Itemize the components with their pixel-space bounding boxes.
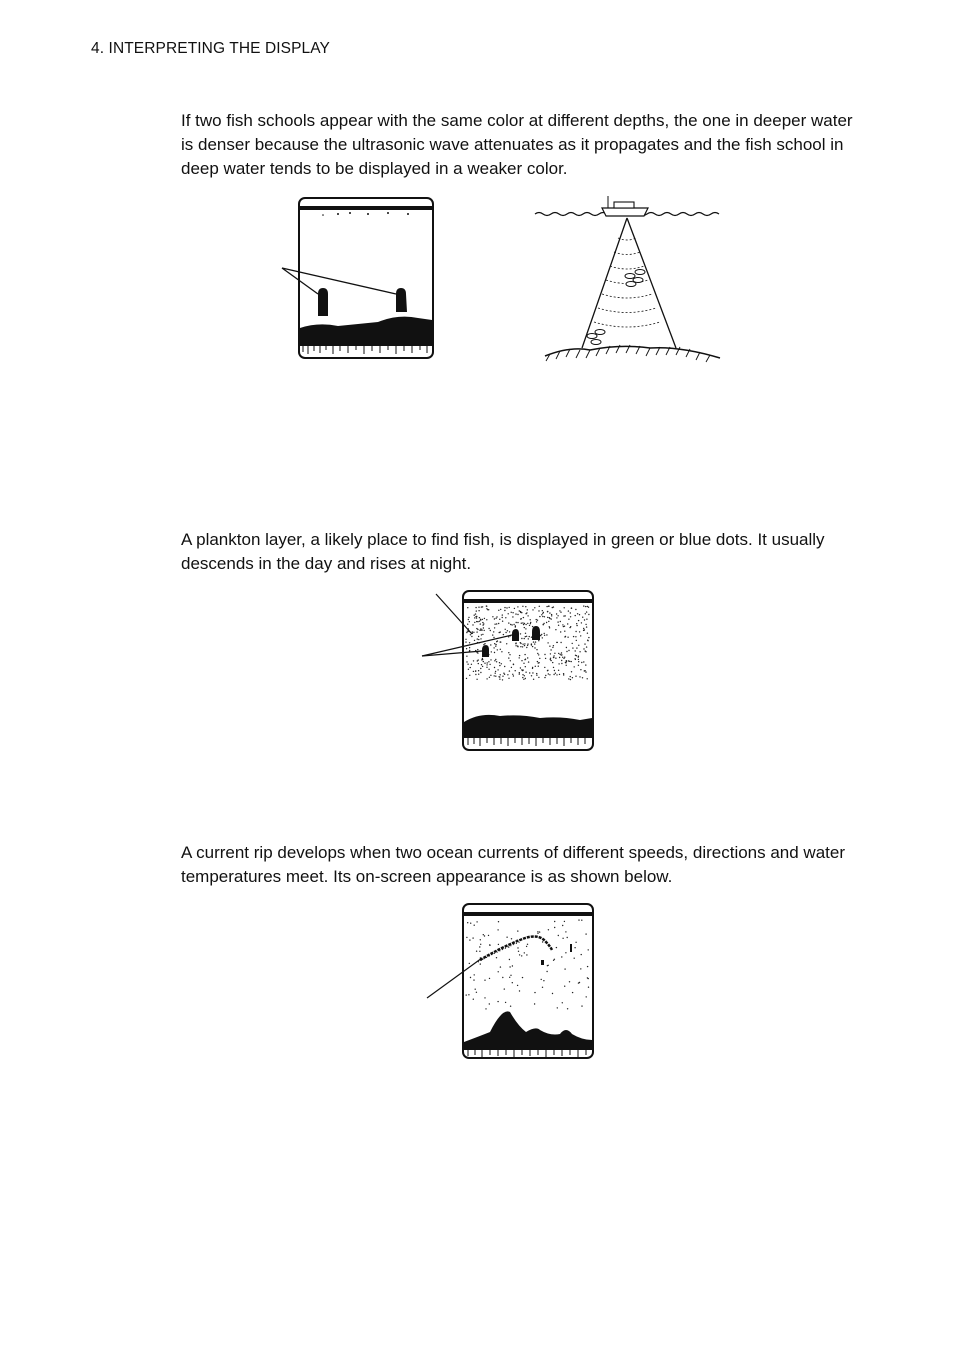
echogram-two-fish-schools	[278, 196, 438, 362]
echogram-current-rip	[420, 900, 600, 1064]
paragraph-current-rip: A current rip develops when two ocean currents of different speeds, directions and water temperatures meet. Its on-screen appearance is as shown below.	[181, 843, 846, 886]
page-header: 4. INTERPRETING THE DISPLAY	[91, 40, 330, 57]
vessel-beam-illustration	[530, 196, 730, 366]
echogram-plankton-layer	[420, 588, 600, 756]
paragraph-plankton-layer: A plankton layer, a likely place to find fish, is displayed in green or blue dots. It usually descends in the day and rises at night.	[181, 530, 825, 573]
paragraph-fish-schools: If two fish schools appear with the same color at different depths, the one in deeper water is denser because the ultrasonic wave attenuates as it propagates and the fish school in deep water tends to be displayed in a weaker color.	[181, 111, 853, 178]
